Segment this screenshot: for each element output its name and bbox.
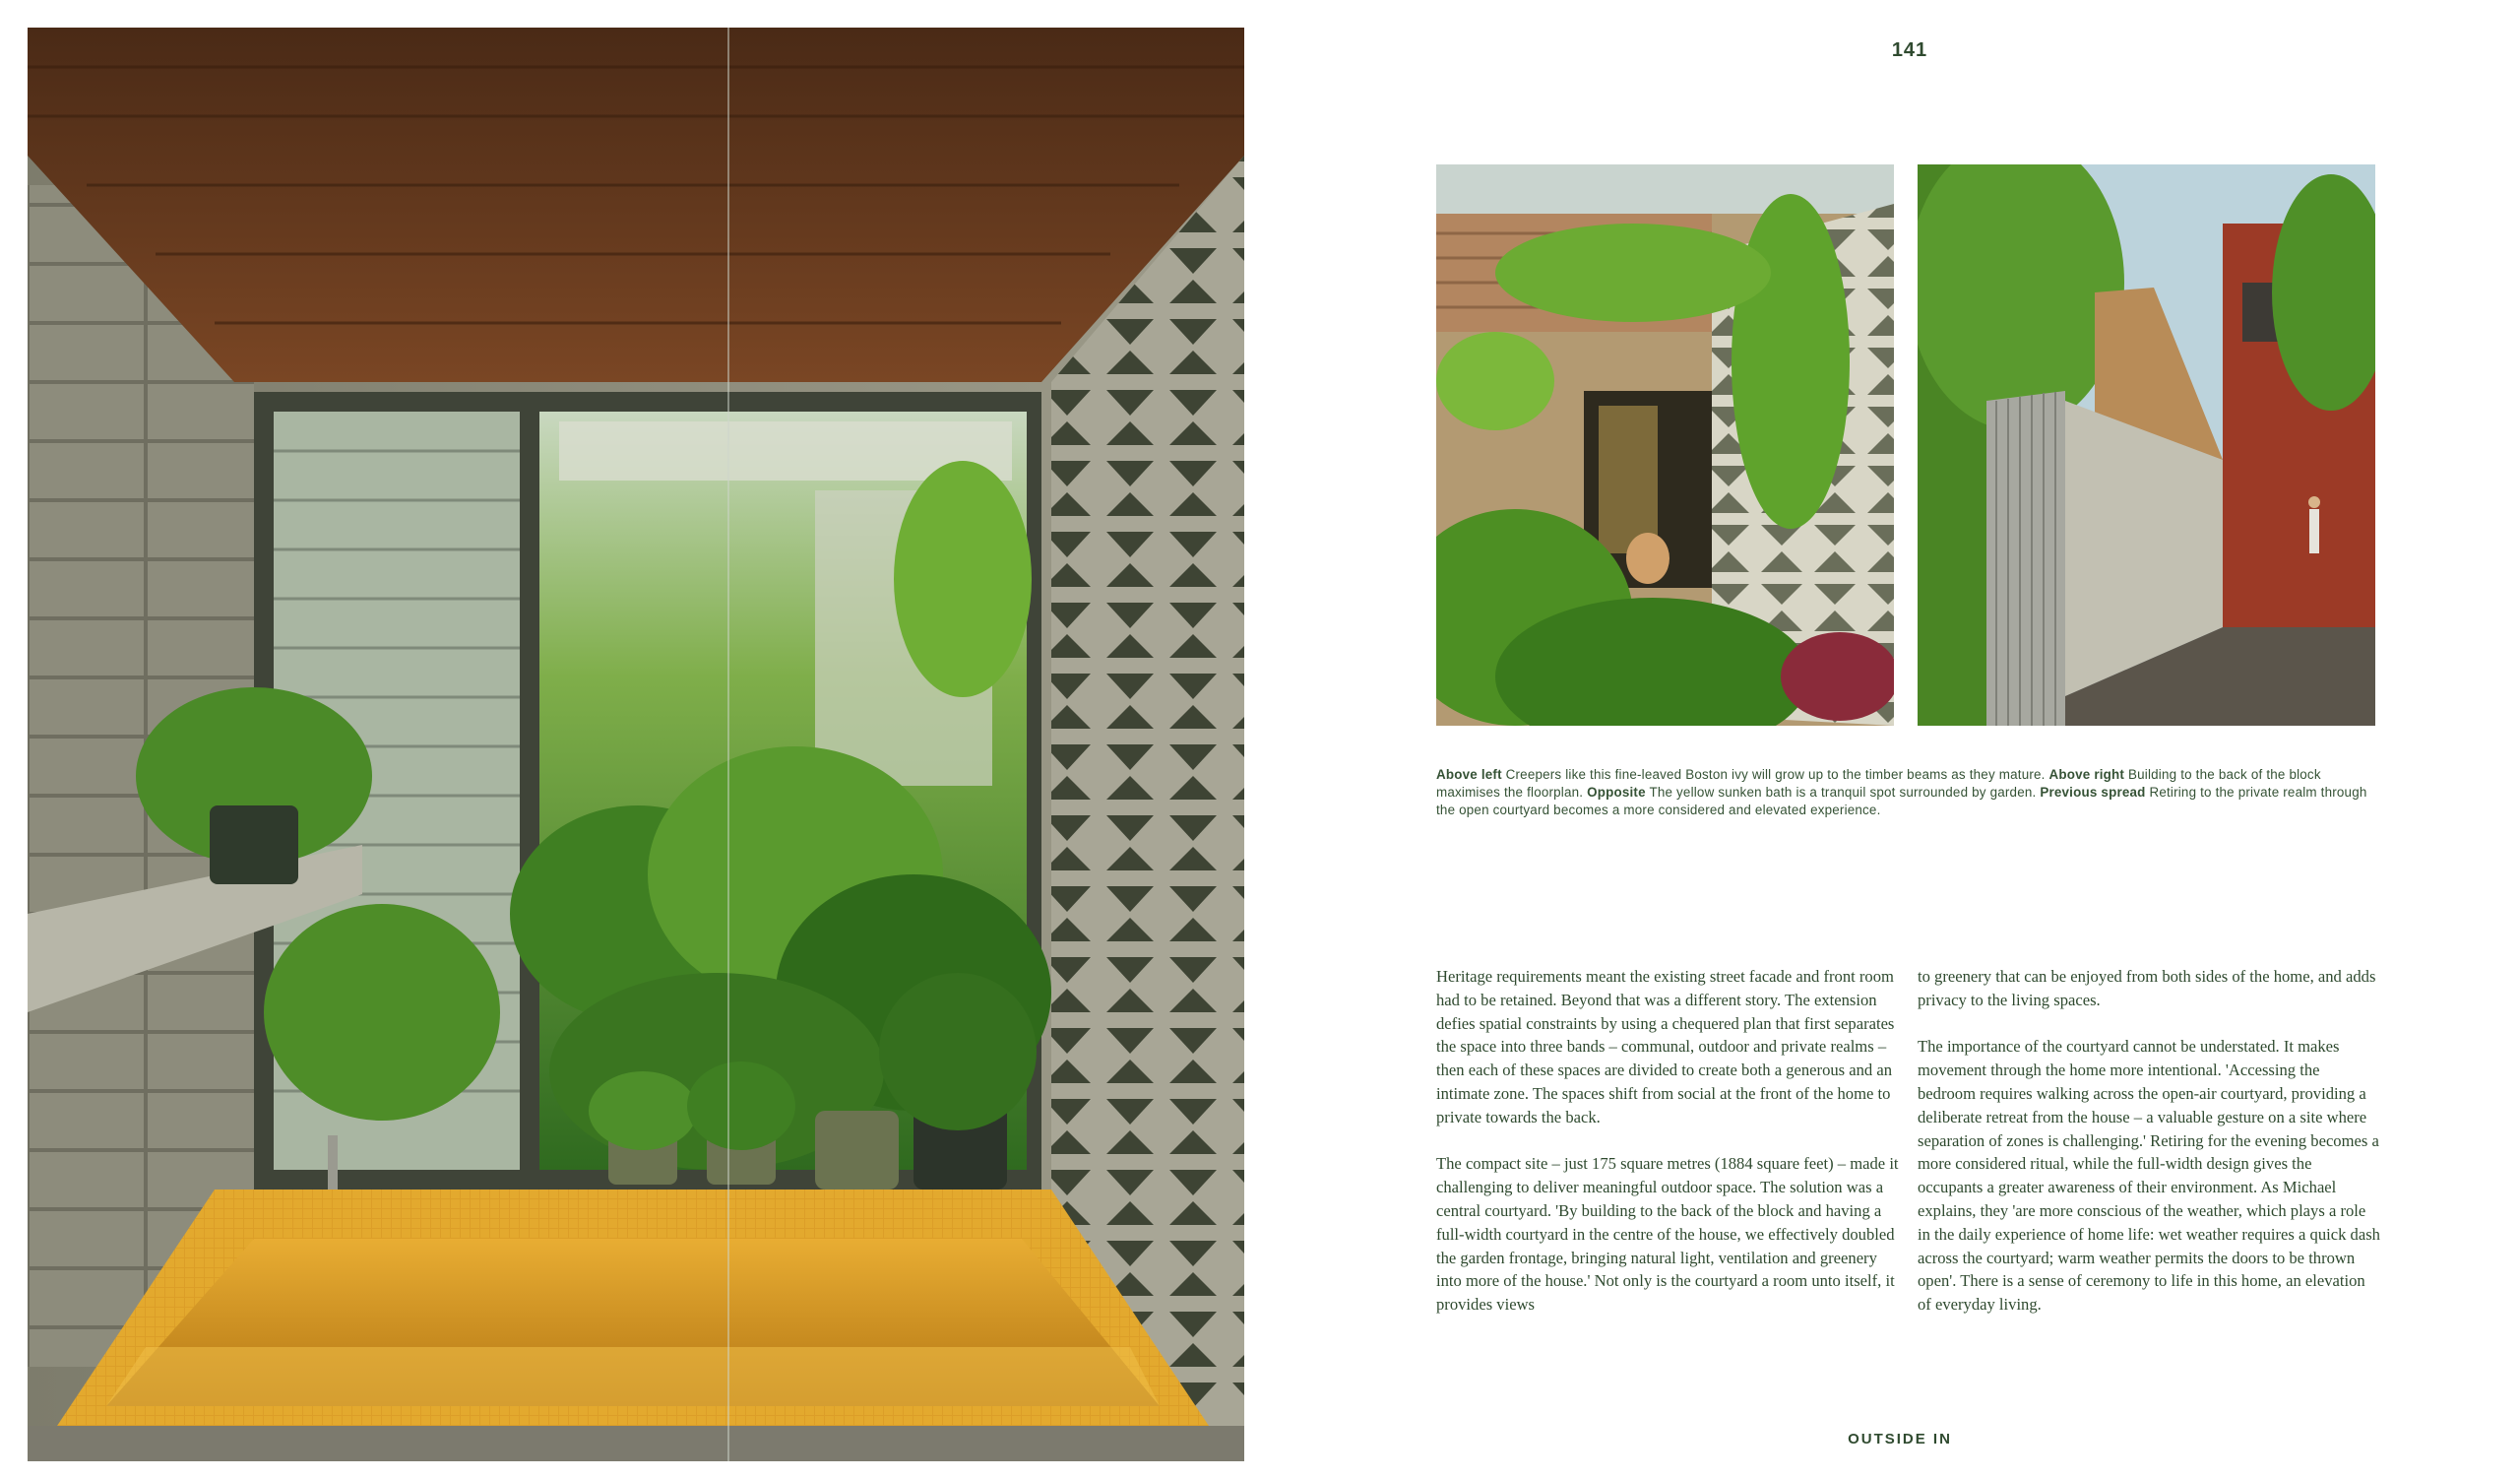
main-photo-sunken-bath [28, 28, 1244, 1461]
body-column-right [1918, 965, 2380, 1340]
courtyard-ivy-illustration [1436, 164, 1894, 726]
body-column-left [1436, 965, 1899, 1340]
page-number: 141 [1891, 39, 1928, 61]
caption-text-opposite: The yellow sunken bath is a tranquil spot surrounded by garden. [1649, 785, 2037, 800]
caption-label-above-left: Above left [1436, 767, 1502, 782]
caption-label-above-right: Above right [2048, 767, 2125, 782]
caption-text-above-right: Building to the back of the block maximises the floorplan. [1436, 767, 2321, 800]
caption-text-above-left: Creepers like this fine-leaved Boston ivy will grow up to the timber beams as they mature. [1505, 767, 2046, 782]
body-paragraph: The importance of the courtyard cannot be understated. It makes movement through the home more intentional. 'Accessing the bedroom requires walking across the open-air courtyard, providing a deliberate retreat from the house – a valuable gesture on a site where separation of zones is challenging.' Retiring for the evening becomes a more considered ritual, while the full-width design gives the occupants a greater awareness of their environment. As Michael explains, they 'are more conscious of the weather, which plays a role in the daily experience of home life: wet weather requires a quick dash across the courtyard; warm weather permits the doors to be thrown open'. There is a sense of ceremony to life in this home, an elevation of everyday living. [1918, 1037, 2380, 1315]
laneway-illustration [1918, 164, 2375, 726]
photo-above-right-laneway [1918, 164, 2375, 726]
body-paragraph: Heritage requirements meant the existing street facade and front room had to be retained. Beyond that was a different story. The extension defies spatial constraints by using a chequered plan that first separates the space into three bands – communal, outdoor and private realms – then each of these spaces are divided to create both a generous and an intimate zone. The spaces shift from social at the front of the home to private towards the back. [1436, 967, 1895, 1126]
caption-label-previous-spread: Previous spread [2040, 785, 2146, 800]
caption-text-previous-spread: Retiring to the private realm through the open courtyard becomes a more considered and elevated experience. [1436, 785, 2367, 817]
photo-above-left-courtyard [1436, 164, 1894, 726]
sunken-bath-illustration [28, 28, 1244, 1461]
running-footer: OUTSIDE IN [1848, 1431, 1952, 1447]
caption-label-opposite: Opposite [1587, 785, 1646, 800]
body-paragraph: to greenery that can be enjoyed from both sides of the home, and adds privacy to the living spaces. [1918, 967, 2376, 1009]
body-paragraph: The compact site – just 175 square metres (1884 square feet) – made it challenging to deliver meaningful outdoor space. The solution was a central courtyard. 'By building to the back of the block and having a full-width courtyard in the centre of the house, we effectively doubled the garden frontage, bringing natural light, ventilation and greenery into more of the house.' Not only is the courtyard a room unto itself, it provides views [1436, 1154, 1899, 1315]
photo-caption [1436, 766, 2375, 819]
